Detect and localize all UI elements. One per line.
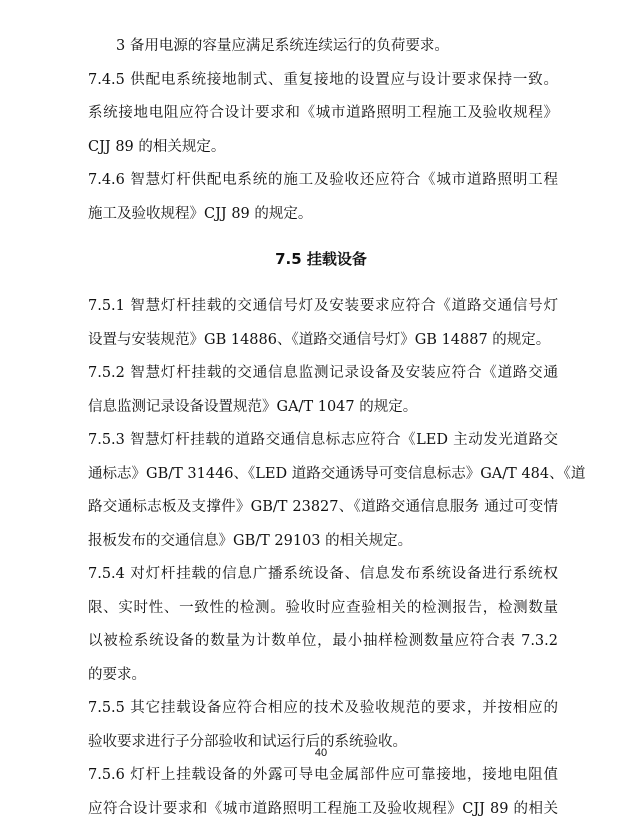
clause-7-4-5-line-2: 系统接地电阻应符合设计要求和《城市道路照明工程施工及验收规程》	[88, 105, 558, 121]
item-3-line-1: 3 备用电源的容量应满足系统连续运行的负荷要求。	[116, 38, 449, 54]
clause-7-5-3-line-1: 7.5.3 智慧灯杆挂载的道路交通信息标志应符合《LED 主动发光道路交	[88, 432, 558, 448]
clause-7-5-2-line-1: 7.5.2 智慧灯杆挂载的交通信息监测记录设备及安装应符合《道路交通	[88, 365, 558, 381]
clause-7-5-2-line-2: 信息监测记录设备设置规范》GA/T 1047 的规定。	[88, 398, 418, 415]
clause-7-5-4-line-2: 限、实时性、一致性的检测。验收时应查验相关的检测报告，检测数量	[88, 599, 558, 616]
clause-7-5-3-line-2: 通标志》GB/T 31446、《LED 道路交通诱导可变信息标志》GA/T 484、《道	[88, 465, 586, 482]
clause-7-5-6-line-1: 7.5.6 灯杆上挂载设备的外露可导电金属部件应可靠接地，接地电阻值	[88, 767, 558, 783]
clause-7-5-4-line-1: 7.5.4 对灯杆挂载的信息广播系统设备、信息发布系统设备进行系统权	[88, 566, 558, 582]
clause-7-4-5-line-1: 7.4.5 供配电系统接地制式、重复接地的设置应与设计要求保持一致。	[88, 71, 558, 88]
clause-7-5-6-line-2: 应符合设计要求和《城市道路照明工程施工及验收规程》CJJ 89 的相关	[88, 800, 558, 817]
clause-7-4-6-line-2: 施工及验收规程》CJJ 89 的规定。	[88, 205, 313, 222]
clause-7-5-4-line-4: 的要求。	[88, 666, 146, 683]
page-number: 40	[314, 747, 328, 759]
clause-7-5-1-line-1: 7.5.1 智慧灯杆挂载的交通信号灯及安装要求应符合《道路交通信号灯	[88, 298, 558, 314]
section-heading: 7.5 挂载设备	[275, 250, 367, 268]
clause-7-5-5-line-2: 验收要求进行子分部验收和试运行后的系统验收。	[88, 733, 407, 750]
clause-7-5-5-line-1: 7.5.5 其它挂载设备应符合相应的技术及验收规范的要求，并按相应的	[88, 700, 558, 716]
clause-7-4-6-line-1: 7.4.6 智慧灯杆供配电系统的施工及验收还应符合《城市道路照明工程	[88, 172, 558, 188]
clause-7-5-1-line-2: 设置与安装规范》GB 14886、《道路交通信号灯》GB 14887 的规定。	[88, 331, 551, 348]
clause-7-5-3-line-4: 报板发布的交通信息》GB/T 29103 的相关规定。	[88, 532, 413, 549]
clause-7-4-5-line-3: CJJ 89 的相关规定。	[88, 138, 226, 155]
clause-7-5-4-line-3: 以被检系统设备的数量为计数单位，最小抽样检测数量应符合表 7.3.2	[88, 633, 558, 649]
clause-7-5-3-line-3: 路交通标志板及支撑件》GB/T 23827、《道路交通信息服务 通过可变情	[88, 499, 558, 515]
